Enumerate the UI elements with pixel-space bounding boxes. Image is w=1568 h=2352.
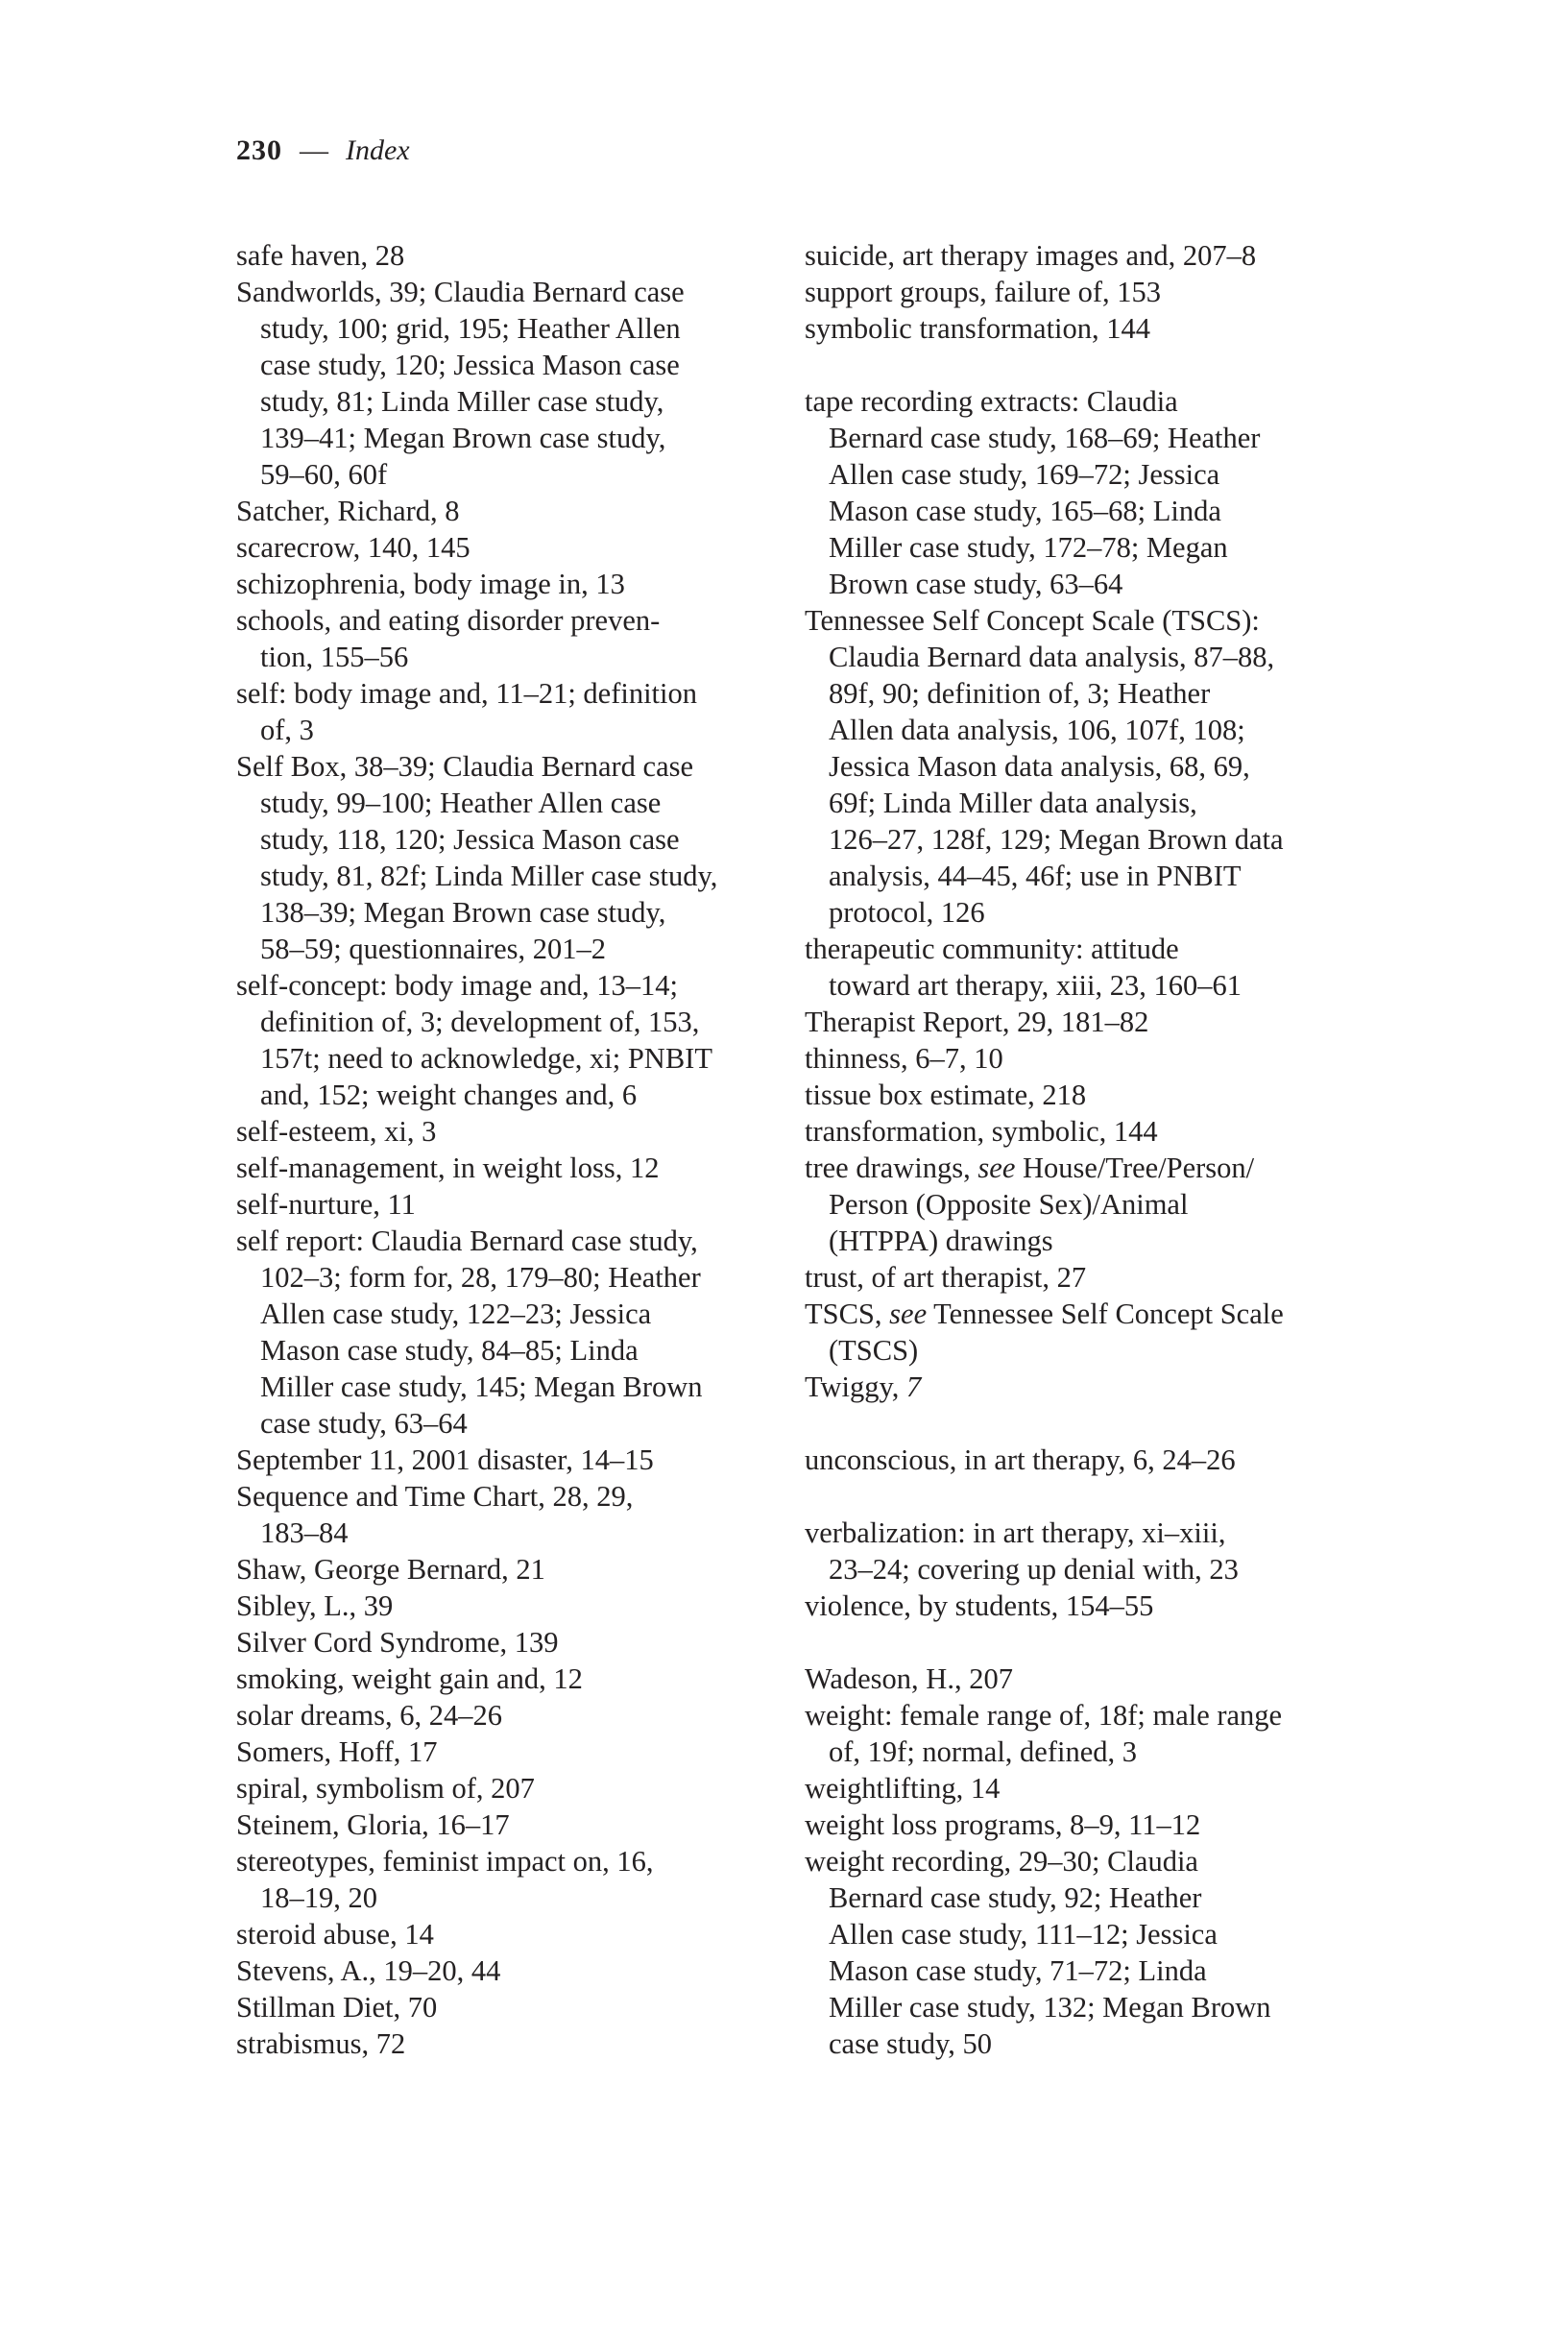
index-line-text: 102–3; form for, 28, 179–80; Heather [260, 1261, 701, 1294]
index-line [805, 1150, 1477, 1186]
index-line-text: study, 100; grid, 195; Heather Allen [260, 312, 681, 345]
index-line-text: study, 81; Linda Miller case study, [260, 385, 664, 418]
index-line [805, 1879, 1477, 1916]
index-line-text: 138–39; Megan Brown case study, [260, 896, 666, 929]
index-line-text: Sandworlds, 39; Claudia Bernard case [236, 276, 685, 308]
index-line-text: 18–19, 20 [260, 1881, 377, 1914]
index-line-text: study, 118, 120; Jessica Mason case [260, 823, 680, 856]
index-line-text: Tennessee Self Concept Scale (TSCS): [805, 604, 1260, 637]
index-line-text: Silver Cord Syndrome, 139 [236, 1626, 559, 1659]
index-line [805, 602, 1477, 639]
index-line-text: 139–41; Megan Brown case study, [260, 422, 666, 454]
index-line-text: Wadeson, H., 207 [805, 1662, 1013, 1695]
index-line [805, 1296, 1477, 1332]
index-line-text: suicide, art therapy images and, 207–8 [805, 239, 1257, 272]
index-line-blank [805, 347, 1477, 383]
index-line [805, 1004, 1477, 1040]
index-line-text: weightlifting, 14 [805, 1772, 1001, 1805]
index-line-text: 23–24; covering up denial with, 23 [829, 1553, 1239, 1586]
running-head-dash: — [300, 134, 328, 166]
index-line-text: weight loss programs, 8–9, 11–12 [805, 1808, 1201, 1841]
index-line-text: Therapist Report, 29, 181–82 [805, 1006, 1149, 1038]
index-line [805, 748, 1477, 785]
index-line [805, 1989, 1477, 2025]
index-line-text: safe haven, 28 [236, 239, 405, 272]
index-line-text: tree drawings, [805, 1152, 978, 1184]
index-line-text: weight: female range of, 18f; male range [805, 1699, 1283, 1732]
index-line-text: Bernard case study, 92; Heather [829, 1881, 1202, 1914]
index-line-text: Sequence and Time Chart, 28, 29, [236, 1480, 634, 1513]
index-line-text: Brown case study, 63–64 [829, 568, 1123, 600]
index-line-text: of, 19f; normal, defined, 3 [829, 1735, 1138, 1768]
index-line [805, 1113, 1477, 1150]
index-line-text: Sibley, L., 39 [236, 1589, 394, 1622]
index-line [805, 1259, 1477, 1296]
index-line [805, 785, 1477, 821]
index-line [805, 1770, 1477, 1806]
index-line-text: Jessica Mason data analysis, 68, 69, [829, 750, 1250, 783]
index-line [805, 967, 1477, 1004]
index-line-text: study, 81, 82f; Linda Miller case study, [260, 860, 718, 892]
index-line-text: Mason case study, 165–68; Linda [829, 495, 1221, 527]
index-line-text: analysis, 44–45, 46f; use in PNBIT [829, 860, 1242, 892]
index-line [805, 931, 1477, 967]
index-line [805, 1369, 1477, 1405]
index-line-text: Stillman Diet, 70 [236, 1991, 438, 2024]
index-line [805, 1916, 1477, 1952]
index-line-text: House/Tree/Person/ [1015, 1152, 1255, 1184]
index-line-text: tissue box estimate, 218 [805, 1079, 1087, 1111]
index-line-text: TSCS, [805, 1297, 890, 1330]
index-line-text: 59–60, 60f [260, 458, 388, 491]
index-line [805, 1661, 1477, 1697]
index-line [805, 1734, 1477, 1770]
index-line-text: self-management, in weight loss, 12 [236, 1152, 660, 1184]
index-line [805, 566, 1477, 602]
index-line-text: and, 152; weight changes and, 6 [260, 1079, 638, 1111]
index-line-text: definition of, 3; development of, 153, [260, 1006, 700, 1038]
index-line-text: stereotypes, feminist impact on, 16, [236, 1845, 654, 1878]
index-line [805, 310, 1477, 347]
index-line-italic-segment: 7 [906, 1370, 922, 1403]
index-line [805, 1843, 1477, 1879]
index-line-blank [805, 1624, 1477, 1661]
index-line-text: tion, 155–56 [260, 641, 409, 673]
index-line-text: Mason case study, 71–72; Linda [829, 1954, 1207, 1987]
index-line [805, 1952, 1477, 1989]
index-line-text: Steinem, Gloria, 16–17 [236, 1808, 510, 1841]
index-line-text: toward art therapy, xiii, 23, 160–61 [829, 969, 1242, 1002]
index-line-text: Claudia Bernard data analysis, 87–88, [829, 641, 1275, 673]
index-line-text: self-concept: body image and, 13–14; [236, 969, 678, 1002]
index-line-text: Miller case study, 132; Megan Brown [829, 1991, 1271, 2024]
index-line-text: 183–84 [260, 1516, 349, 1549]
index-line-text: September 11, 2001 disaster, 14–15 [236, 1443, 654, 1476]
index-line [805, 639, 1477, 675]
index-line [805, 1186, 1477, 1223]
index-line [805, 2025, 1477, 2062]
index-line-text: (TSCS) [829, 1334, 919, 1367]
index-line-text: 126–27, 128f, 129; Megan Brown data [829, 823, 1284, 856]
index-line-text: Stevens, A., 19–20, 44 [236, 1954, 501, 1987]
index-line-text: 157t; need to acknowledge, xi; PNBIT [260, 1042, 712, 1075]
index-line-text: solar dreams, 6, 24–26 [236, 1699, 502, 1732]
index-line [805, 1551, 1477, 1588]
index-line-text: trust, of art therapist, 27 [805, 1261, 1087, 1294]
index-line-text: verbalization: in art therapy, xi–xiii, [805, 1516, 1226, 1549]
index-line [805, 1223, 1477, 1259]
index-line-text: Person (Opposite Sex)/Animal [829, 1188, 1189, 1221]
index-line-text: Satcher, Richard, 8 [236, 495, 460, 527]
index-column-right [805, 237, 1477, 2062]
index-line-text: self-nurture, 11 [236, 1188, 416, 1221]
index-line [805, 529, 1477, 566]
index-line-text: schools, and eating disorder preven- [236, 604, 661, 637]
index-line [805, 420, 1477, 456]
index-line-text: schizophrenia, body image in, 13 [236, 568, 625, 600]
index-line-text: Somers, Hoff, 17 [236, 1735, 438, 1768]
index-line-text: self-esteem, xi, 3 [236, 1115, 437, 1148]
index-line-text: study, 99–100; Heather Allen case [260, 787, 662, 819]
index-line-text: weight recording, 29–30; Claudia [805, 1845, 1198, 1878]
index-line-text: case study, 63–64 [260, 1407, 468, 1440]
index-line-text: steroid abuse, 14 [236, 1918, 434, 1951]
index-line-text: Twiggy, [805, 1370, 907, 1403]
index-line-text: scarecrow, 140, 145 [236, 531, 470, 564]
index-line [805, 237, 1477, 274]
index-line-text: of, 3 [260, 714, 314, 746]
index-line-text: (HTPPA) drawings [829, 1224, 1053, 1257]
index-line-text: transformation, symbolic, 144 [805, 1115, 1158, 1148]
index-line-text: violence, by students, 154–55 [805, 1589, 1154, 1622]
index-line-text: Allen case study, 111–12; Jessica [829, 1918, 1218, 1951]
index-line-text: case study, 50 [829, 2027, 992, 2060]
index-line-italic-segment: see [889, 1297, 928, 1330]
index-line [805, 383, 1477, 420]
index-line-text: symbolic transformation, 144 [805, 312, 1151, 345]
index-line-text: tape recording extracts: Claudia [805, 385, 1178, 418]
index-line-text: Shaw, George Bernard, 21 [236, 1553, 545, 1586]
index-line-text: smoking, weight gain and, 12 [236, 1662, 583, 1695]
index-line-blank [805, 1478, 1477, 1515]
index-line [805, 1588, 1477, 1624]
index-line [805, 1515, 1477, 1551]
index-line [805, 1697, 1477, 1734]
index-line [805, 821, 1477, 858]
index-line-text: therapeutic community: attitude [805, 933, 1179, 965]
index-line-italic-segment: see [977, 1152, 1016, 1184]
index-line-text: unconscious, in art therapy, 6, 24–26 [805, 1443, 1236, 1476]
index-line [805, 675, 1477, 712]
index-line-text: support groups, failure of, 153 [805, 276, 1162, 308]
index-line-text: Miller case study, 172–78; Megan [829, 531, 1228, 564]
index-line [805, 1077, 1477, 1113]
page-number: 230 [236, 134, 282, 166]
index-line-text: protocol, 126 [829, 896, 985, 929]
index-line-text: 89f, 90; definition of, 3; Heather [829, 677, 1211, 710]
index-line-text: Bernard case study, 168–69; Heather [829, 422, 1261, 454]
index-line [805, 274, 1477, 310]
index-line [805, 456, 1477, 493]
index-line [805, 1332, 1477, 1369]
index-line-text: Allen case study, 122–23; Jessica [260, 1297, 652, 1330]
index-line-text: case study, 120; Jessica Mason case [260, 349, 680, 381]
index-line-text: thinness, 6–7, 10 [805, 1042, 1003, 1075]
index-line [805, 1806, 1477, 1843]
index-line-text: Miller case study, 145; Megan Brown [260, 1370, 703, 1403]
index-line [805, 858, 1477, 894]
index-line-text: Allen data analysis, 106, 107f, 108; [829, 714, 1245, 746]
index-line-text: Mason case study, 84–85; Linda [260, 1334, 639, 1367]
index-line-text: self: body image and, 11–21; definition [236, 677, 698, 710]
index-line [805, 712, 1477, 748]
index-line [805, 1040, 1477, 1077]
index-line-text: self report: Claudia Bernard case study, [236, 1224, 698, 1257]
index-line-text: strabismus, 72 [236, 2027, 406, 2060]
page-title: Index [346, 134, 410, 166]
index-line-text: 58–59; questionnaires, 201–2 [260, 933, 607, 965]
index-line [805, 493, 1477, 529]
index-line-text: 69f; Linda Miller data analysis, [829, 787, 1197, 819]
running-head [236, 133, 410, 169]
index-line-text: Tennessee Self Concept Scale [927, 1297, 1284, 1330]
index-line-blank [805, 1405, 1477, 1442]
index-line [805, 894, 1477, 931]
index-line-text: spiral, symbolism of, 207 [236, 1772, 535, 1805]
index-line-text: Self Box, 38–39; Claudia Bernard case [236, 750, 694, 783]
index-line [805, 1442, 1477, 1478]
index-line-text: Allen case study, 169–72; Jessica [829, 458, 1220, 491]
